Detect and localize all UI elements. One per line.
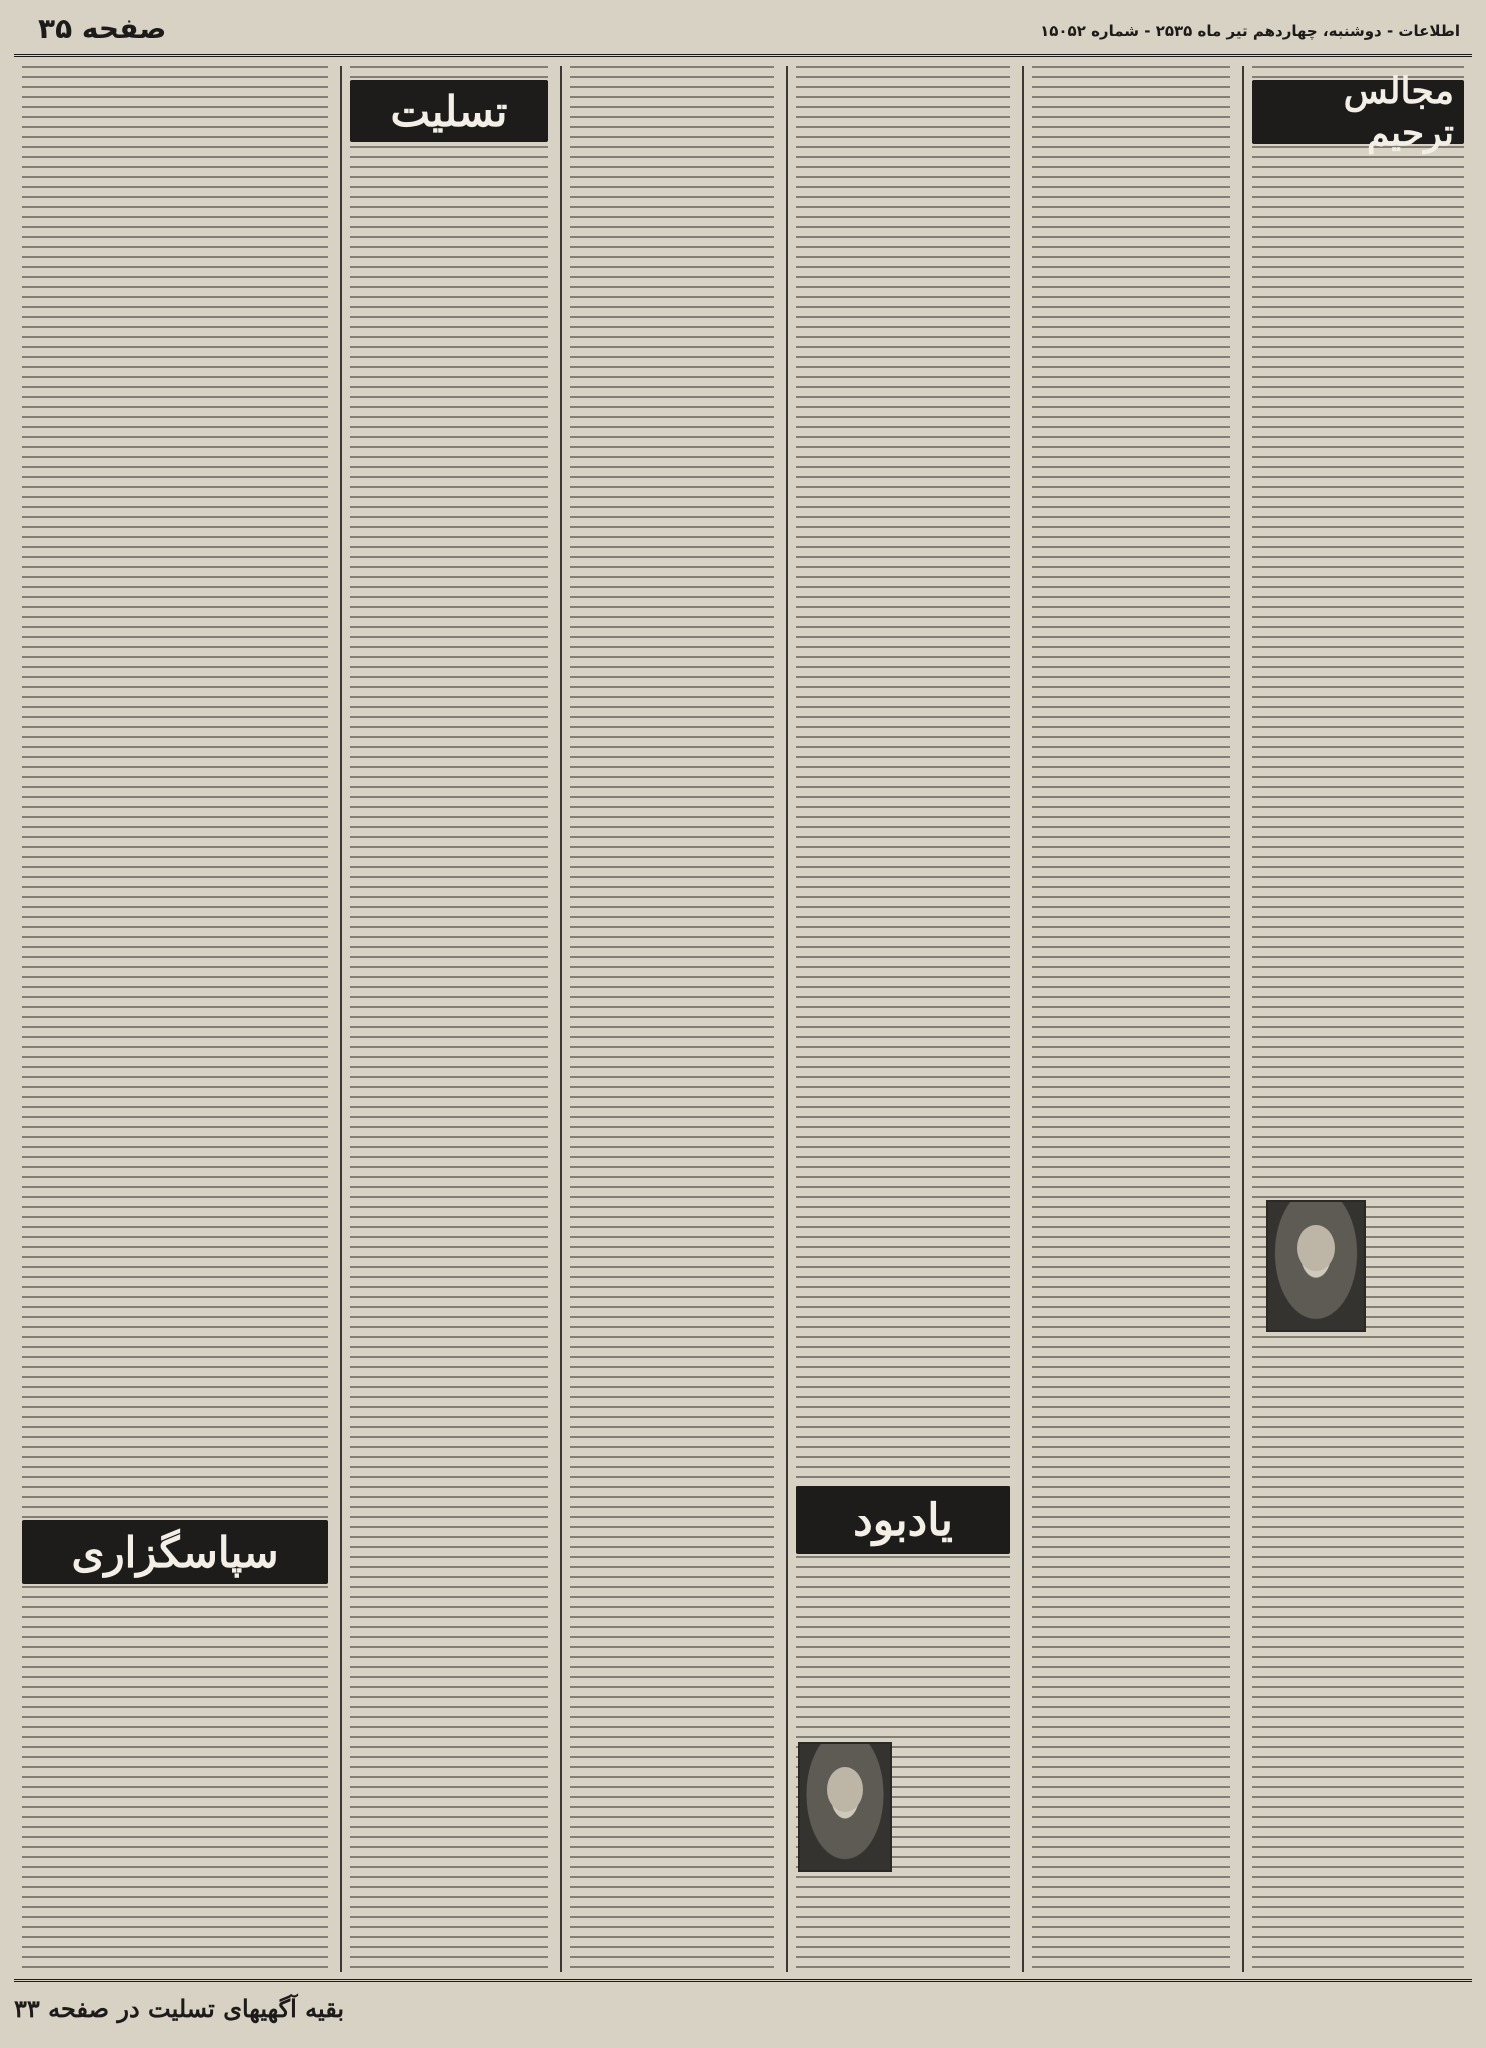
column-3 bbox=[786, 66, 1018, 1972]
section-title-taslit: تسلیت bbox=[350, 80, 548, 142]
column-5 bbox=[340, 66, 556, 1972]
column-1 bbox=[1242, 66, 1472, 1972]
section-title-sepas: سپاسگزاری bbox=[22, 1520, 328, 1584]
continuation-note: بقیه آگهیهای تسلیت در صفحه ۳۳ bbox=[14, 1993, 345, 2023]
section-title-yadbood: یادبود bbox=[796, 1486, 1010, 1554]
footer bbox=[14, 1979, 1472, 2034]
section-title-majales: مجالس ترحیم bbox=[1252, 80, 1464, 144]
page-number: صفحه ۳۵ bbox=[38, 12, 167, 45]
column-4 bbox=[560, 66, 782, 1972]
portrait-photo bbox=[798, 1742, 892, 1872]
column-2 bbox=[1022, 66, 1238, 1972]
portrait-photo bbox=[1266, 1200, 1366, 1332]
column-6 bbox=[14, 66, 336, 1972]
issue-line: اطلاعات - دوشنبه، چهاردهم تیر ماه ۲۵۳۵ - شماره ۱۵۰۵۲ bbox=[1040, 22, 1460, 40]
masthead bbox=[14, 8, 1472, 57]
